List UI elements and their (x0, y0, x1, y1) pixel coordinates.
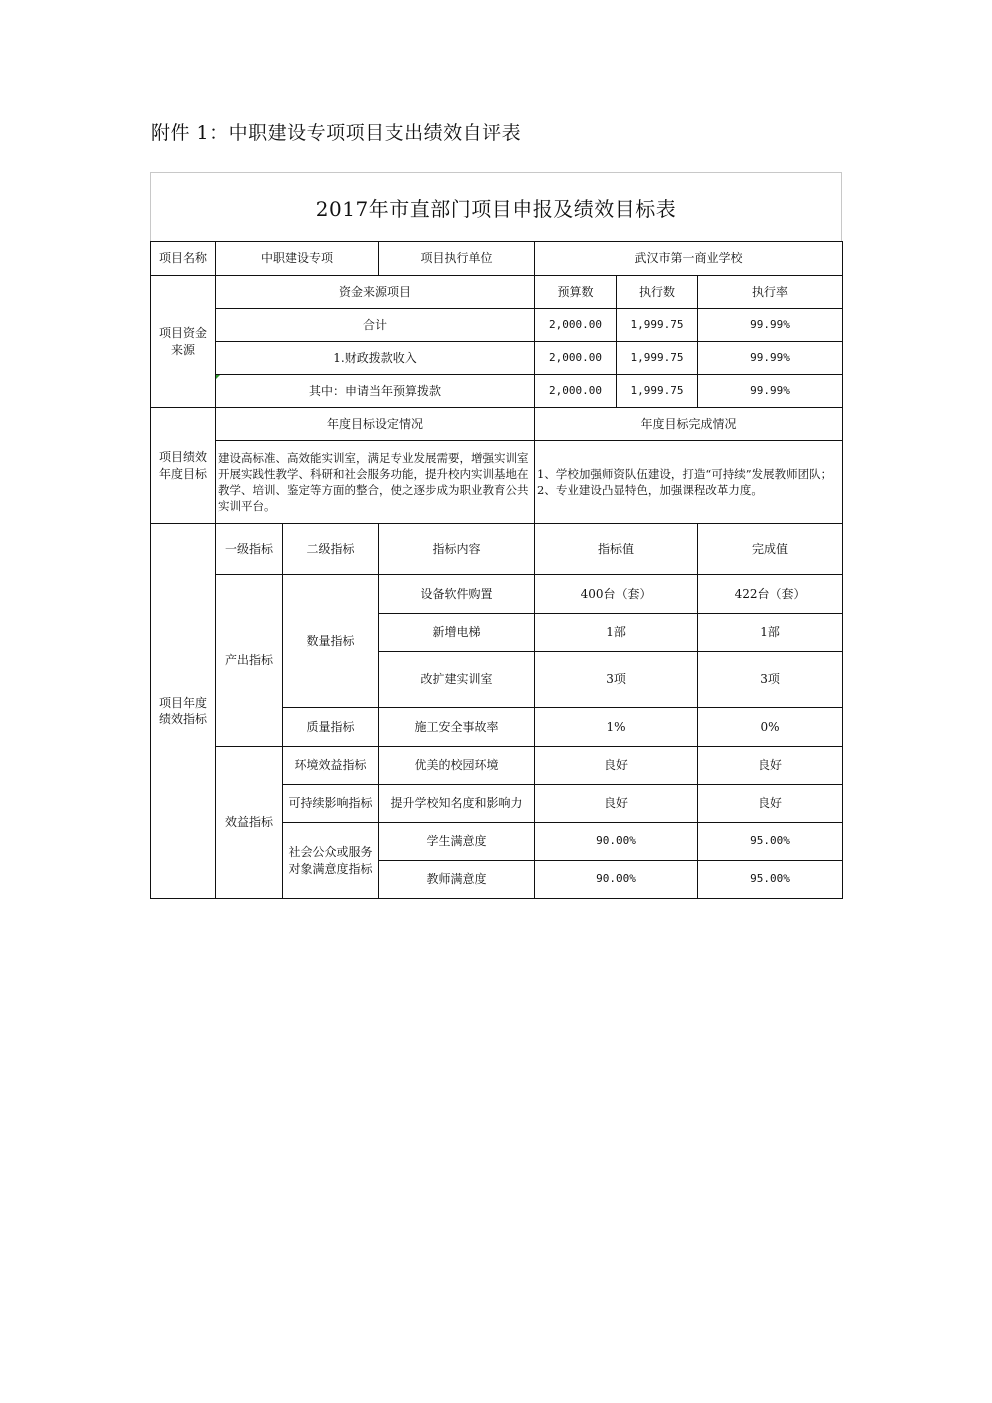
sustain-label: 可持续影响指标 (283, 785, 379, 823)
goals-done-line: 1、学校加强师资队伍建设，打造“可持续”发展教师团队； (537, 466, 833, 481)
performance-table (150, 241, 843, 899)
cell-comment-marker (216, 375, 220, 379)
indicator-target: 3项 (535, 652, 698, 708)
level2-header: 二级指标 (283, 524, 379, 575)
funding-budget-cell: 2,000.00 (535, 375, 617, 408)
indicator-actual: 良好 (698, 785, 843, 823)
goals-done-text (535, 441, 843, 524)
project-row (151, 242, 843, 276)
target-header: 指标值 (535, 524, 698, 575)
indicator-target: 1% (535, 708, 698, 747)
indicator-content: 学生满意度 (379, 823, 535, 861)
funding-source-cell: 合计 (216, 309, 535, 342)
funding-rate-cell: 99.99% (698, 342, 843, 375)
funding-source-cell: 1.财政拨款收入 (216, 342, 535, 375)
project-name-label: 项目名称 (151, 242, 216, 276)
funding-rate-header: 执行率 (698, 276, 843, 309)
satisfaction-label: 社会公众或服务对象满意度指标 (283, 823, 379, 899)
content-header: 指标内容 (379, 524, 535, 575)
indicator-target: 90.00% (535, 861, 698, 899)
benefit-label: 效益指标 (216, 747, 283, 899)
project-name-value: 中职建设专项 (216, 242, 379, 276)
indicator-target: 400台（套） (535, 575, 698, 614)
funding-row (151, 309, 843, 342)
project-unit-label: 项目执行单位 (379, 242, 535, 276)
funding-budget-cell: 2,000.00 (535, 342, 617, 375)
project-unit-value: 武汉市第一商业学校 (535, 242, 843, 276)
document-heading: 附件 1：中职建设专项项目支出绩效自评表 (151, 122, 522, 144)
indicator-content: 提升学校知名度和影响力 (379, 785, 535, 823)
goals-section-label: 项目绩效年度目标 (151, 408, 216, 524)
performance-sheet (150, 172, 842, 899)
indicator-header-row (151, 524, 843, 575)
indicator-actual: 95.00% (698, 823, 843, 861)
indicator-actual: 422台（套） (698, 575, 843, 614)
indicator-content: 设备软件购置 (379, 575, 535, 614)
funding-source-text: 其中：申请当年预算拨款 (309, 383, 442, 398)
goals-content-row (151, 441, 843, 524)
goals-set-header: 年度目标设定情况 (216, 408, 535, 441)
indicator-row (151, 575, 843, 614)
quantity-label: 数量指标 (283, 575, 379, 708)
indicator-section-label: 项目年度绩效指标 (151, 524, 216, 899)
funding-row (151, 342, 843, 375)
funding-row (151, 375, 843, 408)
goals-done-header: 年度目标完成情况 (535, 408, 843, 441)
funding-source-cell (216, 375, 535, 408)
funding-rate-cell: 99.99% (698, 375, 843, 408)
indicator-content: 改扩建实训室 (379, 652, 535, 708)
goals-set-text: 建设高标准、高效能实训室，满足专业发展需要，增强实训室开展实践性教学、科研和社会服务功能，提升校内实训基地在教学、培训、鉴定等方面的整合，使之逐步成为职业教育公共实训平台。 (216, 441, 535, 524)
sheet-title: 2017年市直部门项目申报及绩效目标表 (150, 172, 842, 241)
funding-executed-cell: 1,999.75 (617, 309, 698, 342)
indicator-actual: 1部 (698, 614, 843, 652)
funding-header-row (151, 276, 843, 309)
env-label: 环境效益指标 (283, 747, 379, 785)
funding-executed-cell: 1,999.75 (617, 375, 698, 408)
funding-budget-cell: 2,000.00 (535, 309, 617, 342)
funding-executed-header: 执行数 (617, 276, 698, 309)
funding-section-label: 项目资金来源 (151, 276, 216, 408)
level1-header: 一级指标 (216, 524, 283, 575)
actual-header: 完成值 (698, 524, 843, 575)
funding-budget-header: 预算数 (535, 276, 617, 309)
indicator-target: 90.00% (535, 823, 698, 861)
indicator-content: 新增电梯 (379, 614, 535, 652)
indicator-actual: 良好 (698, 747, 843, 785)
indicator-target: 良好 (535, 785, 698, 823)
indicator-target: 1部 (535, 614, 698, 652)
funding-source-header: 资金来源项目 (216, 276, 535, 309)
indicator-actual: 0% (698, 708, 843, 747)
indicator-actual: 3项 (698, 652, 843, 708)
goals-done-line: 2、专业建设凸显特色，加强课程改革力度。 (537, 483, 763, 497)
indicator-row (151, 747, 843, 785)
output-label: 产出指标 (216, 575, 283, 747)
goals-header-row (151, 408, 843, 441)
indicator-actual: 95.00% (698, 861, 843, 899)
funding-rate-cell: 99.99% (698, 309, 843, 342)
indicator-content: 优美的校园环境 (379, 747, 535, 785)
indicator-content: 施工安全事故率 (379, 708, 535, 747)
funding-executed-cell: 1,999.75 (617, 342, 698, 375)
indicator-content: 教师满意度 (379, 861, 535, 899)
indicator-target: 良好 (535, 747, 698, 785)
quality-label: 质量指标 (283, 708, 379, 747)
